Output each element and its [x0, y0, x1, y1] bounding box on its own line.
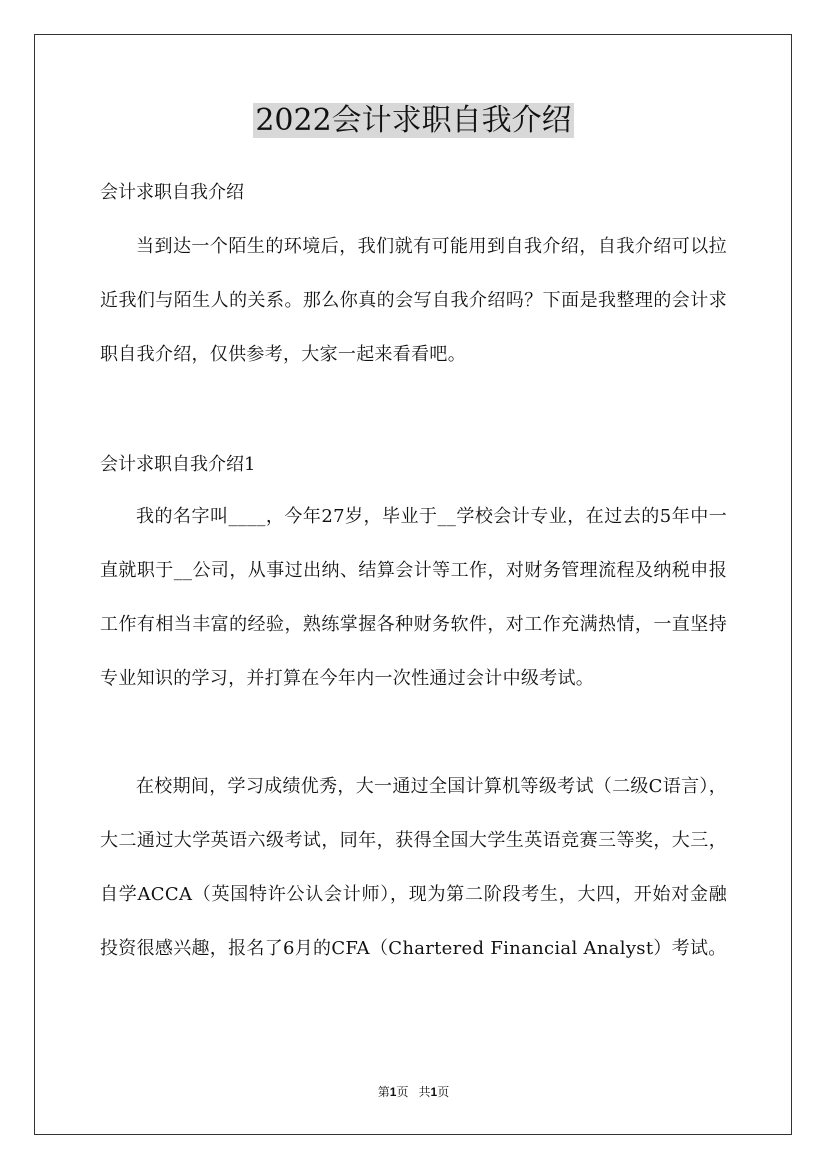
footer-page-number: 1 [389, 1085, 397, 1099]
section-heading: 会计求职自我介绍1 [100, 454, 256, 475]
footer-total-pages: 1 [430, 1085, 438, 1099]
footer-page-prefix: 第 [377, 1085, 390, 1099]
document-title [0, 100, 827, 142]
document-title-text: 2022会计求职自我介绍 [255, 103, 572, 138]
page-footer [0, 1083, 827, 1100]
paragraph-2: 在校期间，学习成绩优秀，大一通过全国计算机等级考试（二级C语言），大二通过大学英语六级考试，同年，获得全国大学生英语竞赛三等奖，大三，自学ACCA（英国特许公认会计师），现为第二阶段考生，大四，开始对金融投资很感兴趣，报名了6月的CFA（Chartered Financial Analyst）考试。 [100, 776, 727, 959]
intro-paragraph: 当到达一个陌生的环境后，我们就有可能用到自我介绍，自我介绍可以拉近我们与陌生人的关系。那么你真的会写自我介绍吗？下面是我整理的会计求职自我介绍，仅供参考，大家一起来看看吧。 [100, 236, 727, 365]
document-subtitle: 会计求职自我介绍 [100, 182, 244, 203]
footer-page-suffix: 页 [396, 1085, 409, 1099]
footer-total-prefix: 共 [418, 1085, 431, 1099]
paragraph-1: 我的名字叫____，今年27岁，毕业于__学校会计专业，在过去的5年中一直就职于__公司，从事过出纳、结算会计等工作，对财务管理流程及纳税申报工作有相当丰富的经验，熟练掌握各种财务软件，对工作充满热情，一直坚持专业知识的学习，并打算在今年内一次性通过会计中级考试。 [100, 506, 727, 689]
footer-total-suffix: 页 [437, 1085, 450, 1099]
